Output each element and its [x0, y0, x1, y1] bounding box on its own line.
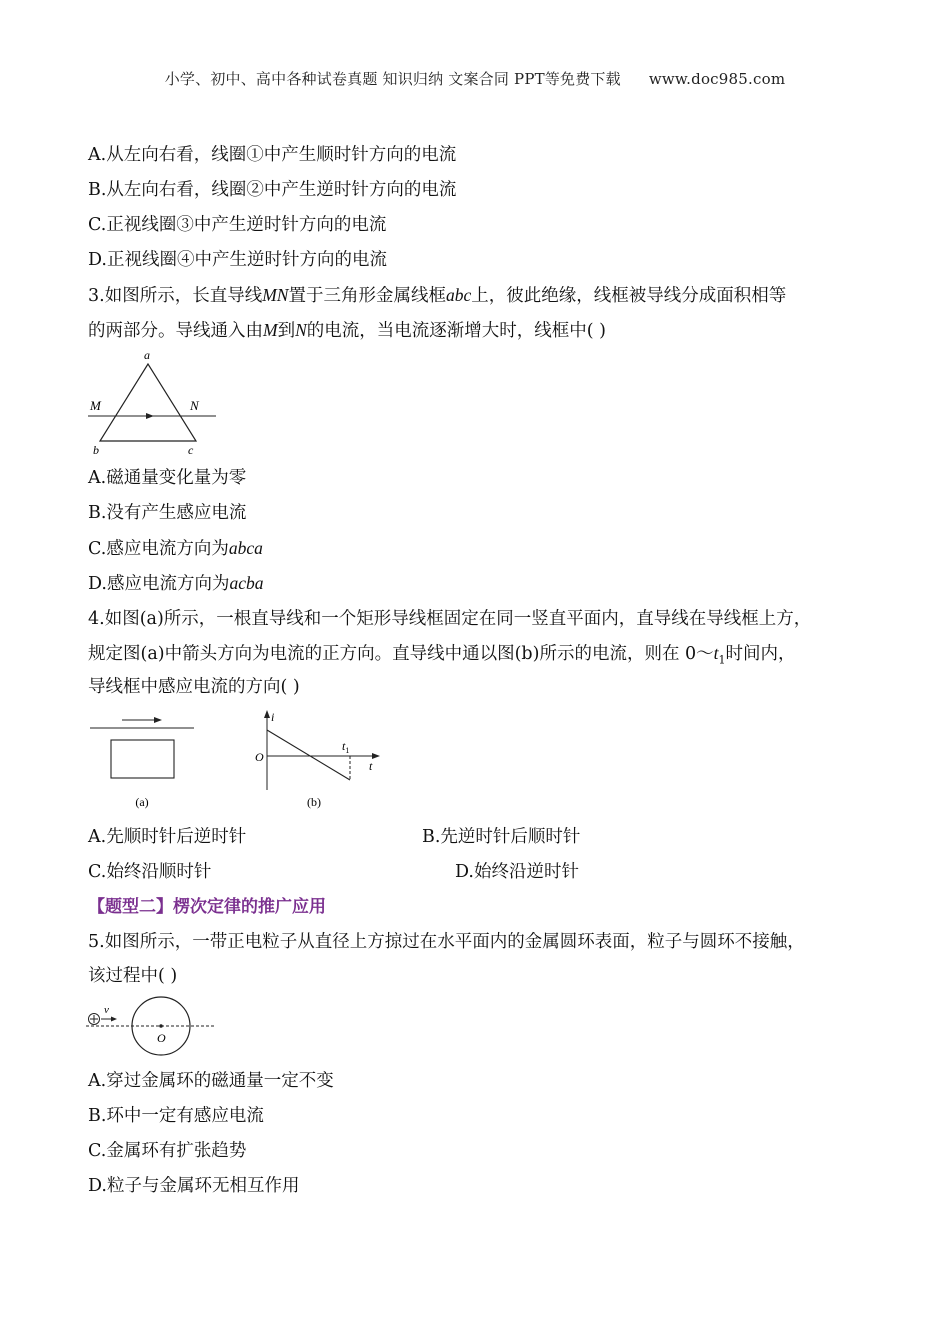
q2-option-d: D.正视线圈④中产生逆时针方向的电流 [88, 250, 387, 270]
q5-option-a: A.穿过金属环的磁通量一定不变 [88, 1071, 334, 1091]
q4-text: 规定图(a)中箭头方向为电流的正方向。直导线中通以图(b)所示的电流，则在 0～ [88, 644, 714, 664]
current-line [267, 730, 350, 780]
q3-triangle-figure [84, 346, 224, 458]
q3-option-c-text: C.感应电流方向为 [88, 539, 229, 559]
q5-option-d: D.粒子与金属环无相互作用 [88, 1176, 300, 1196]
velocity-arrow-head-icon [111, 1017, 117, 1022]
vertex-c-label: c [188, 443, 194, 457]
q5-option-c: C.金属环有扩张趋势 [88, 1141, 247, 1161]
q3-stem-line1 [88, 283, 786, 308]
q4-option-c: C.始终沿顺时针 [88, 862, 212, 882]
t1-label [342, 739, 349, 755]
q2-option-a: A.从左向右看，线圈①中产生顺时针方向的电流 [88, 145, 457, 165]
t-axis-label: t [369, 759, 373, 773]
current-arrow-icon [146, 413, 154, 419]
q4-var-t: t [713, 643, 719, 663]
q3-text: 到 [277, 321, 296, 341]
q3-option-d-var: acba [229, 573, 264, 593]
q4-stem-line3: 导线框中感应电流的方向( ) [88, 677, 300, 697]
t1-label-main: t [342, 739, 346, 753]
t1-label-sub: 1 [345, 746, 350, 755]
q3-option-c-var: abca [228, 538, 263, 558]
q3-option-c [88, 536, 263, 561]
q5-stem-line1: 5.如图所示，一带正电粒子从直径上方掠过在水平面内的金属圆环表面，粒子与圆环不接触， [88, 932, 805, 952]
q3-text: 的两部分。导线通入由 [88, 321, 263, 341]
q3-text: 上，彼此绝缘，线框被导线分成面积相等 [471, 286, 787, 306]
q3-var-mn: MN [262, 285, 289, 305]
q4-option-d: D.始终沿逆时针 [455, 862, 579, 882]
q3-option-d [88, 571, 264, 596]
origin-label: O [255, 750, 264, 764]
q5-option-b: B.环中一定有感应电流 [88, 1106, 264, 1126]
vertex-b-label: b [93, 443, 99, 457]
caption-a: (a) [135, 795, 149, 809]
q4-figures [84, 708, 394, 816]
q2-option-c: C.正视线圈③中产生逆时针方向的电流 [88, 215, 387, 235]
t-axis-arrow-icon [372, 753, 380, 759]
q4-stem-line1: 4.如图(a)所示，一根直导线和一个矩形导线框固定在同一竖直平面内，直导线在导线框上方， [88, 609, 812, 629]
q2-option-b: B.从左向右看，线圈②中产生逆时针方向的电流 [88, 180, 457, 200]
point-m-label: M [90, 398, 101, 413]
center-label: O [157, 1031, 166, 1045]
q3-text: 的电流，当电流逐渐增大时，线框中( ) [306, 321, 606, 341]
q3-var-m: M [263, 320, 278, 340]
q4-stem-line2 [88, 641, 796, 673]
point-n-label: N [190, 398, 199, 413]
vertex-a-label: a [144, 348, 150, 362]
rectangular-loop [111, 740, 174, 778]
header-text: 小学、初中、高中各种试卷真题 知识归纳 文案合同 PPT等免费下载 [164, 70, 621, 88]
q5-ring-figure [84, 992, 224, 1056]
q3-stem-line2 [88, 318, 606, 343]
page-header [0, 68, 950, 89]
q4-var-t-sub: 1 [718, 653, 726, 667]
q3-var-abc: abc [445, 285, 472, 305]
q3-text: 置于三角形金属线框 [288, 286, 446, 306]
triangle-frame [100, 364, 196, 441]
q3-option-a: A.磁通量变化量为零 [88, 468, 247, 488]
header-site: www.doc985.com [648, 70, 786, 88]
q5-stem-line2: 该过程中( ) [88, 966, 178, 986]
velocity-label: v [104, 1004, 109, 1016]
q3-text: 3.如图所示，长直导线 [88, 286, 263, 306]
section-heading: 【题型二】楞次定律的推广应用 [88, 897, 326, 917]
q4-text: 时间内， [725, 644, 796, 664]
i-axis-label: i [271, 710, 275, 724]
q3-option-b: B.没有产生感应电流 [88, 503, 247, 523]
q3-option-d-text: D.感应电流方向为 [88, 574, 230, 594]
center-dot [159, 1024, 163, 1028]
q4-option-b: B.先逆时针后顺时针 [422, 827, 581, 847]
q3-var-n: N [295, 320, 307, 340]
arrow-head-icon [154, 717, 162, 723]
q4-option-a: A.先顺时针后逆时针 [88, 827, 247, 847]
caption-b: (b) [307, 795, 321, 809]
i-axis-arrow-icon [264, 710, 270, 718]
